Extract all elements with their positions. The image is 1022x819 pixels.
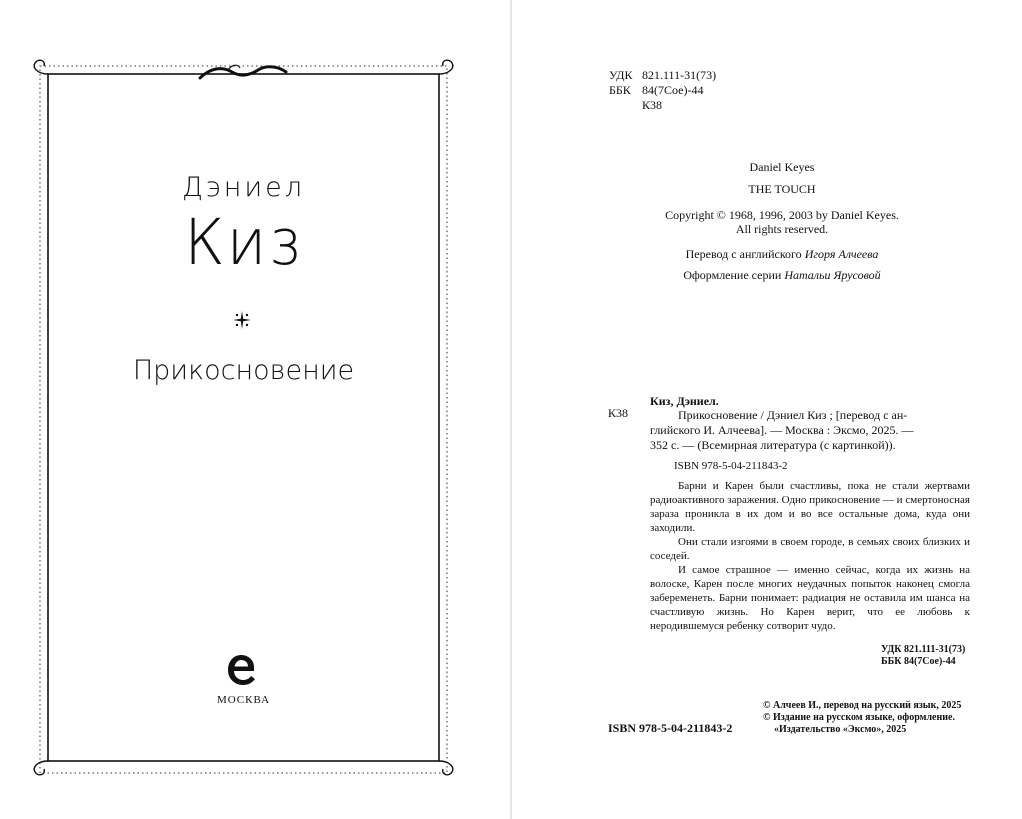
bib-line3: 352 с. — (Всемирная литература (с картинкой)). (650, 438, 896, 452)
author-last-name: Киз (184, 206, 303, 280)
translator-line (622, 247, 942, 262)
bib-line2: глийского И. Алчеева]. — Москва : Эксмо, 2025. — (650, 423, 914, 437)
udk-line (609, 68, 716, 83)
author-sign: К38 (642, 98, 663, 112)
ornament-star-icon (232, 310, 252, 330)
original-title: THE TOUCH (748, 182, 816, 196)
annotation-paragraph: Они стали изгоями в своем городе, в семьях своих близких и соседей. (650, 536, 970, 562)
copyright-line1: Copyright © 1968, 1996, 2003 by Daniel Keyes. (665, 208, 899, 222)
imprint-page (512, 0, 1022, 819)
annotation-paragraph: И самое страшное — именно сейчас, когда их жизнь на волоске, Карен после многих неудачных попыток наконец смогла забеременеть. Барни понимает: радиация не оставила им шанса на счастливую жизнь. Но Карен верит, что ее любовь к неродившемуся ребенку сотворит чудо. (650, 564, 970, 632)
bbk-line (609, 83, 703, 98)
isbn-bottom: ISBN 978-5-04-211843-2 (608, 721, 733, 735)
author-first-name: Дэниел (181, 172, 306, 203)
annotation-paragraph: Барни и Карен были счастливы, пока не стали жертвами радиоактивного заражения. Одно прикосновение — и смертоносная зараза проникла в их дом и во все остальные дома, куда они заходили. (650, 480, 970, 534)
bbk-value: 84(7Сое)-44 (642, 83, 704, 97)
design-prefix: Оформление серии (683, 268, 782, 282)
bib-description (650, 408, 970, 453)
bib-isbn: ISBN 978-5-04-211843-2 (674, 460, 788, 472)
copyright-translation: © Алчеев И., перевод на русский язык, 2025 (763, 700, 962, 711)
bbk-label: ББК (609, 83, 631, 97)
book-title: Прикосновение (132, 355, 355, 386)
original-author: Daniel Keyes (749, 160, 815, 174)
publisher-logo-icon (227, 654, 257, 686)
bib-author: Киз, Дэниел. (650, 394, 719, 408)
udk-value: 821.111-31(73) (642, 68, 717, 82)
bib-sign: К38 (608, 406, 629, 420)
translator-name: Игоря Алчеева (804, 247, 879, 261)
annotation (650, 479, 970, 633)
copyright-publisher: «Издательство «Эксмо», 2025 (774, 724, 907, 735)
designer-name: Натальи Ярусовой (784, 268, 881, 282)
bib-line1: Прикосновение / Дэниел Киз ; [перевод с ан- (678, 408, 908, 422)
copyright-line2: All rights reserved. (735, 222, 829, 236)
copyright-edition: © Издание на русском языке, оформление. (763, 712, 955, 723)
translation-prefix: Перевод с английского (685, 247, 802, 261)
bbk-small: ББК 84(7Сое)-44 (881, 656, 956, 667)
udk-small: УДК 821.111-31(73) (881, 644, 966, 655)
designer-line (622, 268, 942, 283)
udk-label: УДК (609, 68, 633, 82)
publisher-city: МОСКВА (216, 694, 271, 706)
